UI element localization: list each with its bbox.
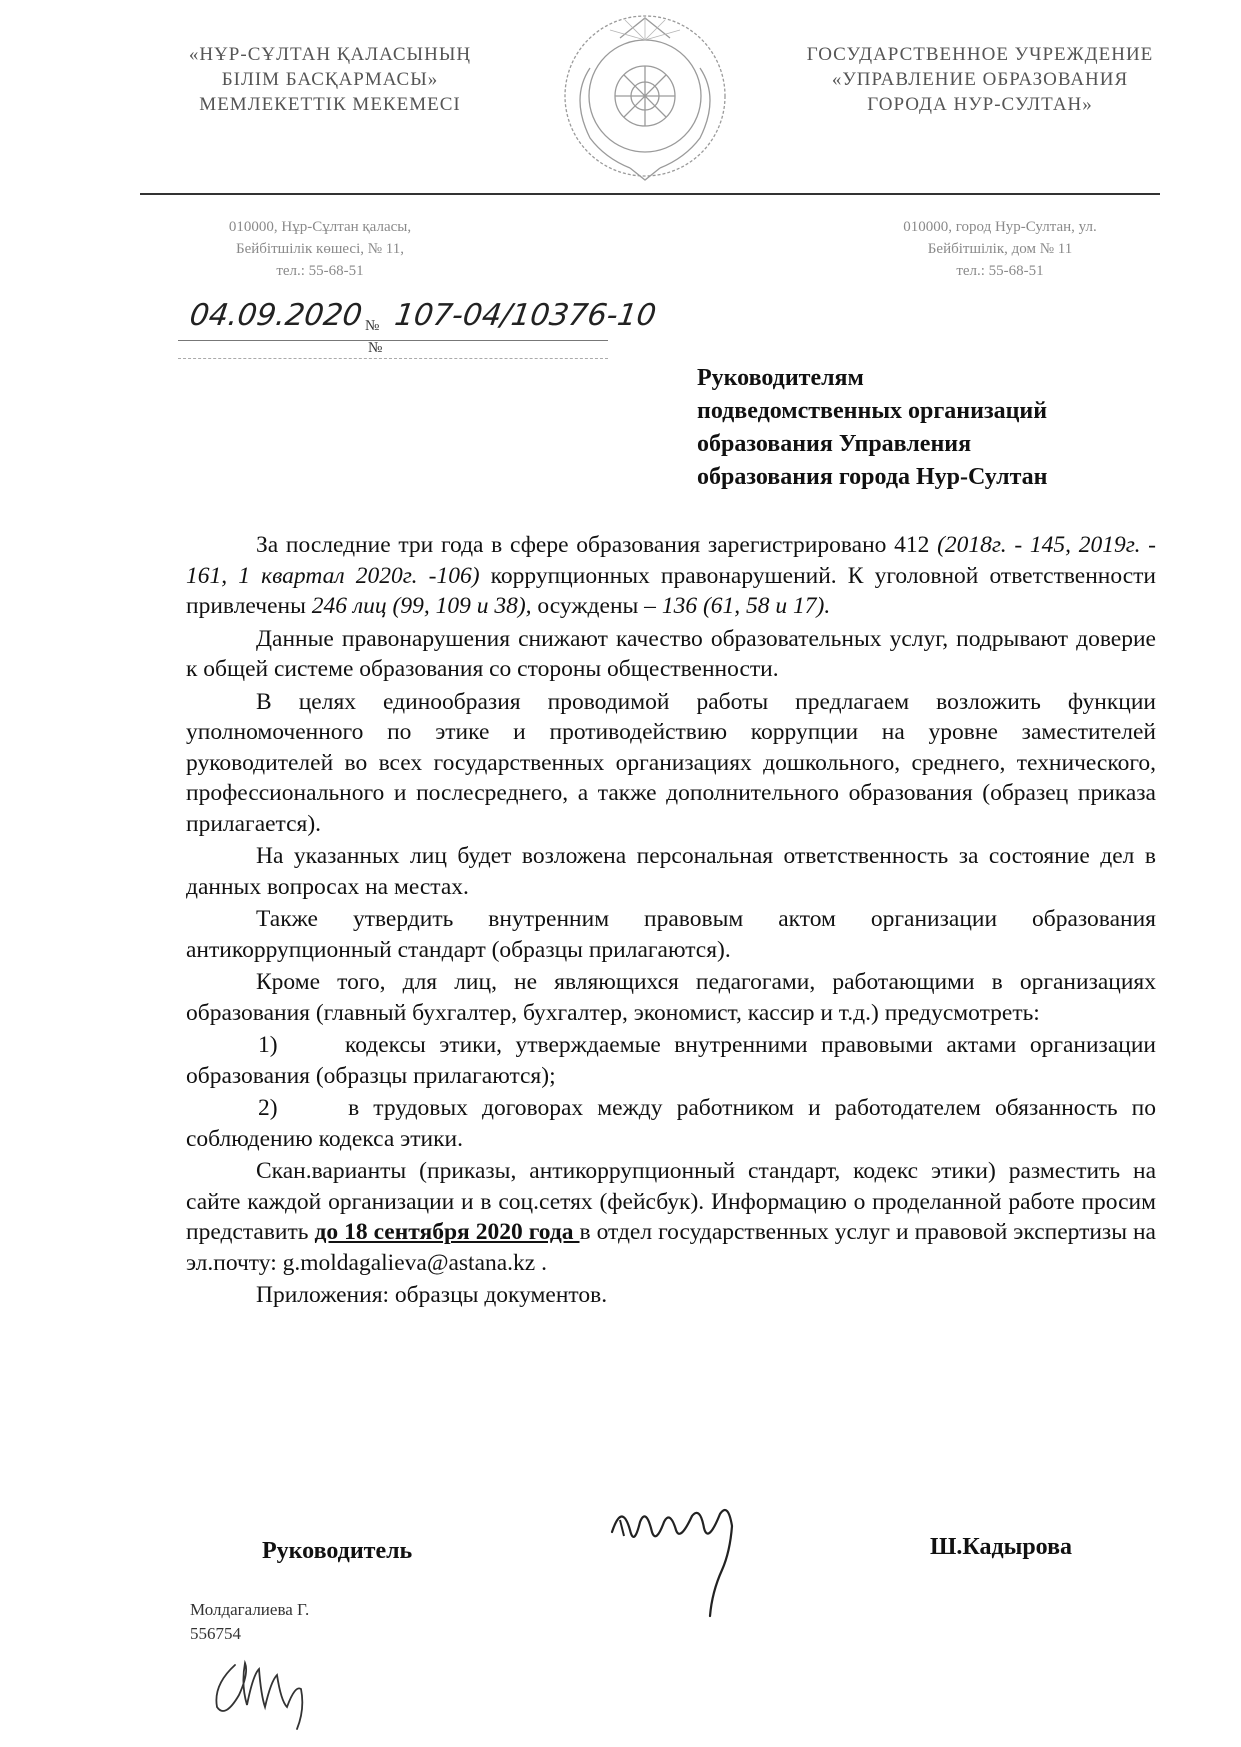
text-italic: (2018г. - 145, 2019г. - 161, 1 квартал 2020г. -106)	[186, 532, 1156, 589]
address-right-line: Бейбітшілік, дом № 11	[927, 241, 1073, 257]
header-left-kazakh	[160, 42, 500, 117]
address-right-line: тел.: 55-68-51	[956, 263, 1044, 279]
paragraph-proposal: В целях единообразия проводимой работы предлагаем возложить функции уполномоченного по этике и противодействию коррупции на уровне заместителей руководителей во всех государственных организациях дошкольного, среднего, технического, профессионального и послесреднего, а также дополнительного образования (образец приказа прилагается).	[186, 688, 1156, 837]
paragraph-non-teachers: Кроме того, для лиц, не являющихся педагогами, работающими в организациях образования (главный бухгалтер, бухгалтер, экономист, кассир и т.д.) предусмотреть:	[186, 969, 1156, 1026]
text-italic: 136 (61, 58 и 17).	[661, 593, 831, 619]
address-right-line: 010000, город Нур-Султан, ул.	[903, 219, 1097, 235]
text-italic: 246 лиц (99, 109 и 38),	[311, 593, 532, 619]
list-item-text: в трудовых договорах между работником и работодателем обязанность по соблюдению кодекса этики.	[186, 1095, 1156, 1152]
header-left-line: БІЛІМ БАСҚАРМАСЫ»	[221, 69, 439, 90]
paragraph-responsibility: На указанных лиц будет возложена персональная ответственность за состояние дел в данных вопросах на местах.	[186, 843, 1156, 900]
handwritten-signature-icon	[600, 1492, 770, 1622]
handwritten-initials-icon	[205, 1645, 325, 1735]
paragraph-standard: Также утвердить внутренним правовым актом организации образования антикоррупционный стандарт (образцы прилагаются).	[186, 906, 1156, 963]
list-item-number: 2)	[258, 1095, 278, 1121]
addressee-line: образования Управления	[697, 431, 972, 457]
paragraph-consequences: Данные правонарушения снижают качество образовательных услуг, подрывают доверие к общей системе образования со стороны общественности.	[186, 625, 1156, 682]
header-right-russian	[770, 42, 1190, 117]
address-left-line: Бейбітшілік көшесі, № 11,	[235, 241, 404, 257]
text: осуждены –	[531, 593, 662, 619]
address-left	[170, 216, 470, 282]
header-right-line: ГОРОДА НУР-СУЛТАН»	[867, 94, 1093, 115]
registration-line-secondary	[178, 358, 608, 359]
text: За последние три года в сфере образования зарегистрировано 412	[256, 532, 938, 558]
header-right-line: «УПРАВЛЕНИЕ ОБРАЗОВАНИЯ	[831, 69, 1129, 90]
header-right-line: ГОСУДАРСТВЕННОЕ УЧРЕЖДЕНИЕ	[806, 44, 1154, 65]
letter-body	[186, 530, 1156, 1320]
list-item	[186, 1093, 1156, 1154]
registration-no-label-secondary: №	[368, 340, 383, 356]
text: Скан.варианты (приказы, антикоррупционный стандарт, кодекс этики) разместить на сайте каждой организации и в соц.сетях (фейсбук). Информацию о проделанной работе просим представить	[186, 1158, 1156, 1245]
header-divider	[140, 193, 1160, 195]
address-left-line: 010000, Нұр-Сұлтан қаласы,	[228, 219, 412, 235]
header-left-line: МЕМЛЕКЕТТІК МЕКЕМЕСІ	[199, 94, 461, 115]
paragraph-attachments: Приложения: образцы документов.	[256, 1282, 608, 1308]
text: в отдел государственных услуг и правовой экспертизы на эл.почту: g.moldagalieva@astana.kz .	[186, 1219, 1156, 1276]
addressee-line: подведомственных организаций	[697, 398, 1048, 424]
addressee-line: образования города Нур-Султан	[697, 464, 1048, 490]
list-item	[186, 1030, 1156, 1091]
paragraph-instructions	[186, 1156, 1156, 1278]
paragraph-statistics	[186, 530, 1156, 622]
address-left-line: тел.: 55-68-51	[276, 263, 364, 279]
signatory-title: Руководитель	[262, 1538, 413, 1564]
executor-name: Молдагалиева Г.	[190, 1600, 310, 1619]
addressee-line: Руководителям	[697, 365, 864, 391]
signatory-name: Ш.Кадырова	[930, 1534, 1073, 1560]
addressee	[697, 362, 1157, 494]
header-left-line: «НҰР-СҰЛТАН ҚАЛАСЫНЫҢ	[188, 44, 472, 65]
list-item-text: кодексы этики, утверждаемые внутренними правовыми актами организации образования (образцы прилагаются);	[186, 1032, 1156, 1089]
registration-date: 04.09.2020	[187, 298, 365, 333]
registration-no-label: №	[365, 318, 380, 334]
executor-phone: 556754	[190, 1624, 241, 1643]
registration-number: 107-04/10376-10	[392, 298, 659, 333]
executor-info	[190, 1598, 309, 1646]
deadline-text: до 18 сентября 2020 года	[314, 1219, 580, 1245]
address-right	[840, 216, 1160, 282]
list-item-number: 1)	[258, 1032, 278, 1058]
text: коррупционных правонарушений. К уголовной ответственности привлечены	[186, 562, 1156, 619]
state-emblem-icon	[560, 8, 730, 186]
